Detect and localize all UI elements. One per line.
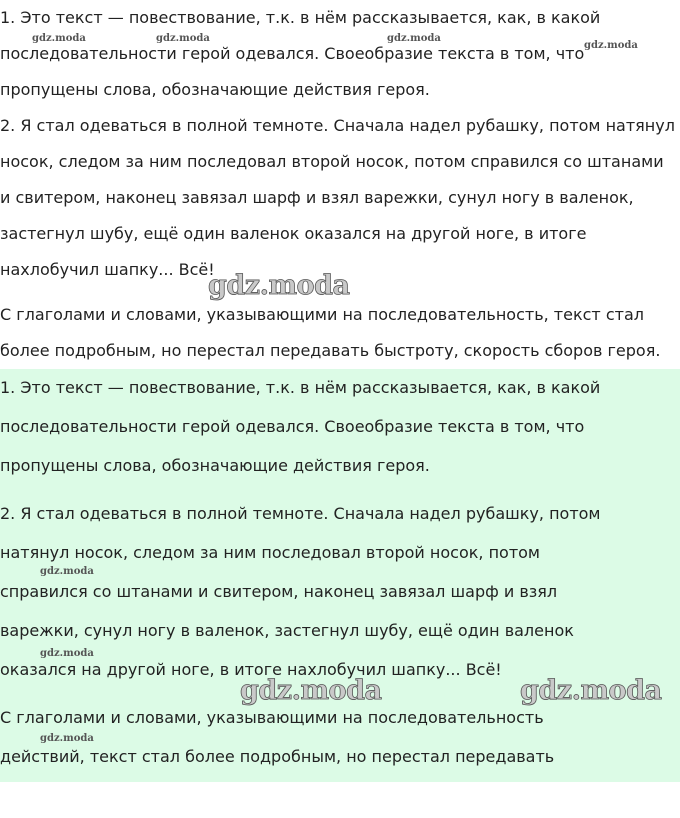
watermark-small: gdz.moda <box>40 566 94 577</box>
watermark-small: gdz.moda <box>40 733 94 744</box>
watermark-small: gdz.moda <box>32 33 86 44</box>
text-line: последовательности герой одевался. Своеобразие текста в том, что <box>0 417 585 436</box>
text-line: более подробным, но перестал передавать быстроту, скорость сборов героя. <box>0 341 661 360</box>
watermark-small: gdz.moda <box>584 40 638 51</box>
text-line: С глаголами и словами, указывающими на последовательность <box>0 708 544 727</box>
text-line: пропущены слова, обозначающие действия героя. <box>0 456 430 475</box>
watermark-small: gdz.moda <box>387 33 441 44</box>
text-line: пропущены слова, обозначающие действия героя. <box>0 80 430 99</box>
text-line: варежки, сунул ногу в валенок, застегнул шубу, ещё один валенок <box>0 621 574 640</box>
text-line: нахлобучил шапку... Всё! <box>0 260 215 279</box>
watermark-small: gdz.moda <box>156 33 210 44</box>
text-line: натянул носок, следом за ним последовал второй носок, потом <box>0 543 540 562</box>
text-line: и свитером, наконец завязал шарф и взял варежки, сунул ногу в валенок, <box>0 188 634 207</box>
text-line: 1. Это текст — повествование, т.к. в нём рассказывается, как, в какой <box>0 378 601 397</box>
text-line: застегнул шубу, ещё один валенок оказался на другой ноге, в итоге <box>0 224 587 243</box>
watermark-large: gdz.moda <box>520 675 662 706</box>
text-line: действий, текст стал более подробным, но перестал передавать <box>0 747 555 766</box>
text-line: 2. Я стал одеваться в полной темноте. Сначала надел рубашку, потом натянул <box>0 116 675 135</box>
text-line: 2. Я стал одеваться в полной темноте. Сначала надел рубашку, потом <box>0 504 601 523</box>
text-line: справился со штанами и свитером, наконец завязал шарф и взял <box>0 582 558 601</box>
watermark-small: gdz.moda <box>40 648 94 659</box>
text-line: последовательности герой одевался. Своеобразие текста в том, что <box>0 44 585 63</box>
text-line: оказался на другой ноге, в итоге нахлобучил шапку... Всё! <box>0 660 502 679</box>
text-line: С глаголами и словами, указывающими на последовательность, текст стал <box>0 305 644 324</box>
text-line: 1. Это текст — повествование, т.к. в нём рассказывается, как, в какой <box>0 8 601 27</box>
watermark-large: gdz.moda <box>240 675 382 706</box>
watermark-large: gdz.moda <box>208 270 350 301</box>
text-line: носок, следом за ним последовал второй носок, потом справился со штанами <box>0 152 664 171</box>
